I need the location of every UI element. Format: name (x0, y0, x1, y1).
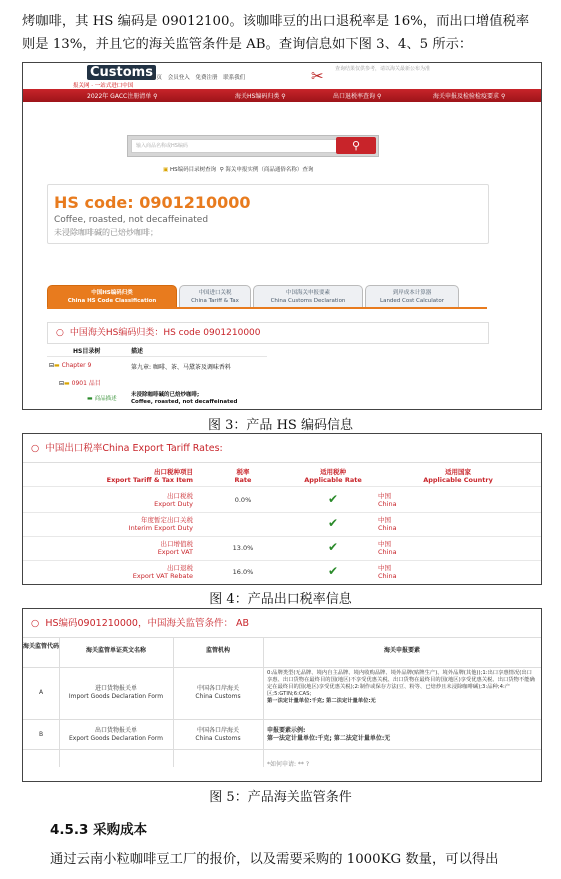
search-icon: ⚲ (376, 93, 382, 100)
hs-code-panel (47, 184, 489, 244)
nav-gacc[interactable]: 2022年 GACC注册清单 ⚲ (87, 93, 158, 100)
nav-rebate[interactable]: 出口退税率查询 ⚲ (333, 93, 382, 100)
caption-fig5: 图 5：产品海关监管条件 (209, 790, 352, 805)
row-a-name: 进口货物报关单 Import Goods Declaration Form (68, 685, 164, 700)
top-links (151, 73, 249, 81)
sublink-tree[interactable]: HS编码目录树查询 (169, 167, 217, 173)
search-input[interactable]: 输入商品名称或HS编码 (131, 139, 337, 153)
row-b-agency: 中国各口岸海关 China Customs (195, 727, 241, 742)
check-icon: ✔ (327, 540, 339, 554)
tariff-header-row: 出口税种项目 Export Tariff & Tax Item 税率 Rate 适用税种 Applicable Rate 适用国家 Applicable Country (23, 466, 541, 487)
tree-desc-chapter: 第九章: 咖啡、茶、马黛茶及调味香料 (131, 364, 231, 371)
bullet-icon: ○ (56, 328, 64, 338)
row-b-code: B (38, 731, 44, 738)
tab-underline (47, 307, 487, 309)
col-header-agency: 监管机构 (205, 647, 230, 654)
intro-paragraph: 烤咖啡，其 HS 编码是 09012100。该咖啡豆的出口退税率是 16%，而出口增值税率则是 13%，并且它的海关监管条件是 AB。查询信息如下图 3、4、5 所示： (22, 14, 530, 52)
section-heading: 4.5.3 采购成本 (50, 822, 148, 838)
site-header (23, 63, 541, 89)
search-icon: ⚲ (281, 93, 286, 100)
tree-item-product[interactable]: ▬ 商品描述 (87, 395, 117, 402)
sublink-examples[interactable]: 海关申报实例（商品通俗名称）查询 (225, 167, 314, 173)
collapse-icon: ⊟ (59, 380, 65, 387)
bullet-icon: ○ (31, 618, 40, 629)
search-icon: ⚲ (153, 93, 158, 100)
tree-item-heading[interactable]: ⊟▬ 0901 品目 (59, 380, 101, 387)
row-a-code: A (38, 689, 44, 696)
site-logo[interactable]: Customs 报关网 · 一站式进口中国 (73, 65, 149, 89)
caption-fig3: 图 3：产品 HS 编码信息 (208, 418, 353, 433)
folder-icon: ▬ (54, 362, 60, 369)
figure-export-tariff (22, 433, 542, 585)
customs-conditions-title: ○ HS编码0901210000，中国海关监管条件： AB (31, 618, 249, 629)
how-to-apply[interactable]: *如何申请: ** ? (267, 761, 310, 768)
row-a-requirements: 0:品牌类型(无品牌、境内自主品牌、境内收购品牌、境外品牌(贴牌生产)、境外品牌(其他));1:出口享惠情况(出口享惠、出口货物在最终目的国(地区)不享受优惠关税、出口货物在最终目的国(地区)享受优惠关税、出口货物不能确定在最终目的国(地区)享受优惠关税);2:制作或保存方法(豆、粉等、已焙炒且未浸除咖啡碱);3:品种;4:产区;5:GTIN;6:CAS; 第一法定计量单位:千克; 第二法定计量单位:无 (267, 670, 535, 704)
tree-desc-product: 未浸除咖啡碱的已焙炒咖啡; Coffee, roasted, not decaffeinated (131, 392, 238, 405)
table-row: 出口税税 Export Duty 0.0% ✔ 中国 China (23, 488, 541, 513)
tree-header-desc: 描述 (131, 348, 144, 355)
tab-hs-classification[interactable]: 中国HS编码归类 China HS Code Classification (47, 285, 177, 307)
folder-icon: ▬ (64, 380, 70, 387)
main-nav (23, 89, 541, 102)
tree-item-chapter[interactable]: ⊟▬ Chapter 9 (49, 362, 92, 369)
search-icon: ⚲ (500, 93, 506, 100)
figure-customs-conditions (22, 608, 542, 782)
top-note: 查询结果仅供参考，请以海关最新公布为准 (335, 66, 431, 72)
top-link-login[interactable]: 会员登入 (167, 75, 190, 81)
col-header-requirements: 海关申报要素 (383, 647, 420, 654)
table-row: 出口退税 Export VAT Rebate 16.0% ✔ 中国 China (132, 564, 397, 580)
tools-icon: ✂ (311, 67, 324, 85)
top-link-register[interactable]: 免费注册 (195, 75, 218, 81)
figure-hs-code (22, 62, 542, 410)
bullet-icon: ○ (31, 443, 40, 454)
folder-icon: ▣ (163, 167, 169, 173)
caption-fig4: 图 4：产品出口税率信息 (209, 592, 352, 607)
row-b-name: 出口货物报关单 Export Goods Declaration Form (69, 727, 163, 742)
col-header-code: 海关监管代码 (23, 643, 60, 650)
search-bar (127, 135, 379, 157)
hs-description-cn: 未浸除咖啡碱的已焙炒咖啡； (54, 228, 158, 237)
search-icon: ⚲ (219, 167, 224, 173)
export-tariff-title: ○ 中国出口税率China Export Tariff Rates: (31, 443, 223, 454)
breadcrumb: ○ 中国海关HS编码归类：HS code 0901210000 (47, 322, 489, 344)
check-icon: ✔ (327, 516, 339, 530)
leaf-icon: ▬ (87, 395, 93, 402)
search-icon: ⚲ (351, 139, 361, 152)
tab-declaration[interactable]: 中国海关申报要素 China Customs Declaration (253, 285, 363, 307)
row-b-requirements: 申报要素示例: 第一法定计量单位:千克; 第二法定计量单位:无 (267, 727, 391, 742)
search-sublinks (163, 165, 313, 173)
hs-code-title: HS code: 0901210000 (54, 193, 251, 212)
collapse-icon: ⊟ (49, 362, 55, 369)
top-link-home[interactable]: 首页 (151, 75, 163, 81)
table-row: 年度暂定出口关税 Interim Export Duty ✔ 中国 China (23, 512, 541, 537)
tab-landed-cost[interactable]: 到岸成本计算器 Landed Cost Calculator (365, 285, 459, 307)
nav-hs-class[interactable]: 海关HS编码归类 ⚲ (235, 93, 286, 100)
top-link-contact[interactable]: 联系我们 (223, 75, 246, 81)
check-icon: ✔ (327, 564, 339, 578)
tab-tariff[interactable]: 中国进口关税 China Tariff & Tax (179, 285, 251, 307)
nav-declaration[interactable]: 海关申报及检验检疫要求 ⚲ (433, 93, 506, 100)
col-header-name: 海关监管单证英文名称 (85, 647, 146, 654)
check-icon: ✔ (327, 492, 339, 506)
search-button[interactable] (336, 137, 376, 154)
table-row: 出口增值税 Export VAT 13.0% ✔ 中国 China (23, 536, 541, 561)
outro-paragraph: 通过云南小粒咖啡豆工厂的报价，以及需要采购的 1000KG 数量，可以得出 (50, 852, 499, 867)
tree-header-tree: HS目录树 (73, 348, 101, 355)
row-a-agency: 中国各口岸海关 China Customs (195, 685, 241, 700)
hs-description-en: Coffee, roasted, not decaffeinated (54, 215, 209, 225)
